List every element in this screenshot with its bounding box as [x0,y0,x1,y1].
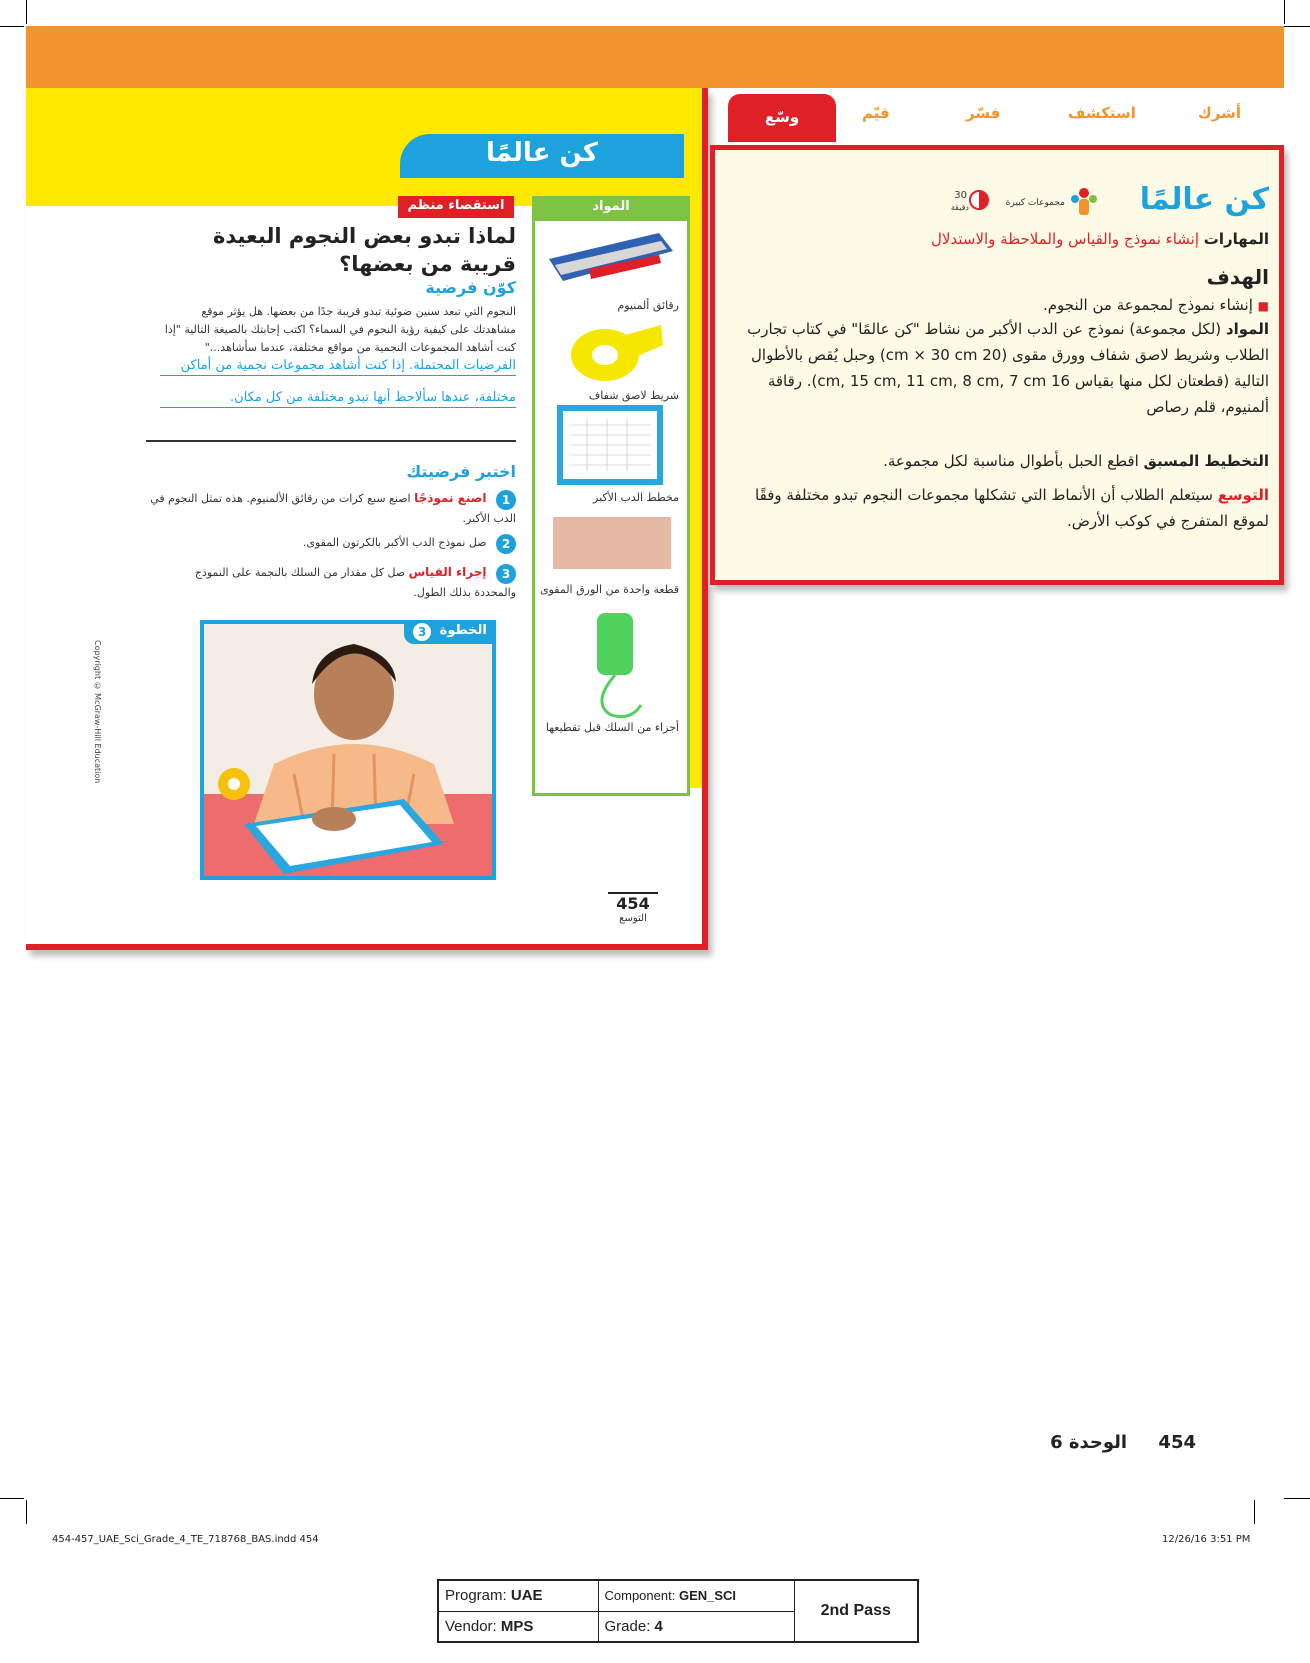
student-banner-title: كن عالمًا [400,134,684,178]
program-cell [438,1580,598,1611]
objective-heading: الهدف [1206,265,1269,289]
hypothesis-body: النجوم التي تبعد سنين ضوئية تبدو قريبة جدًا من بعضها. هل يؤثر موقع مشاهدتك على كيفية رؤية النجوم في السماء؟ اكتب إجابتك بالصيغة التالية "إذا كنت أشاهد المجموعات النجمية من مواقع مختلفة، عندما سأشاهد..." [164,305,516,354]
objective-text: إنشاء نموذج لمجموعة من النجوم. [1042,296,1253,314]
time-unit: دقيقة [950,203,969,212]
cardboard-image [553,517,671,569]
component-cell [598,1580,794,1611]
vendor-cell [438,1611,598,1642]
tape-image [565,315,665,385]
copyright-credit: Copyright © McGraw-Hill Education [93,640,102,784]
crop-mark [1254,1500,1255,1524]
crop-mark [1284,1498,1310,1499]
program-value: UAE [510,1587,543,1605]
teacher-page [710,145,1284,585]
grade-value: 4 [654,1617,663,1635]
bullet-square-icon: ■ [1257,299,1269,313]
program-label: Program: [445,1587,507,1605]
student-photo-illustration [204,624,492,876]
step-text: اصنع سبع كرات من رقائق الألمنيوم. هذه تمثل النجوم في الدب الأكبر. [150,492,516,525]
advance-planning-line [729,448,1269,474]
step-item [150,534,516,554]
hypothesis-heading: كوّن فرضية [425,278,516,297]
step-badge-number: 3 [413,623,431,641]
answer-line: الفرضيات المحتملة. إذا كنت أشاهد مجموعات نجمية من أماكن [160,358,516,376]
skills-text: إنشاء نموذج والقياس والملاحظة والاستدلال [931,230,1199,248]
group-icon [1069,186,1099,218]
step-number: 2 [496,534,516,554]
slug-date: 12/26/16 3:51 PM [1162,1534,1251,1545]
chart-image [557,405,663,485]
skills-label: المهارات [1203,230,1269,248]
pass-cell: 2nd Pass [794,1580,918,1642]
step-text: صل كل مقدار من السلك بالنجمة على النموذج والمحددة بذلك الطول. [194,566,516,599]
materials-header: المواد [535,199,687,221]
string-image [571,613,661,723]
materials-item: مخطط الدب الأكبر [593,491,679,504]
component-value: GEN_SCI [678,1588,737,1604]
production-info-table [437,1579,919,1643]
materials-item: رقائق ألمنيوم [617,299,679,312]
step-badge-label: الخطوة [439,623,487,638]
extend-label: التوسع [1217,486,1269,504]
materials-text: (لكل مجموعة) نموذج عن الدب الأكبر من نشاط "كن عالمًا" في كتاب تجارب الطلاب وشريط لاصق شفاف وورق مقوى (20 cm × 30 cm) وحبل يُقص بالأطوال التالية (قطعتان لكل منها بقياس 16 cm, 15 cm, 11 cm, 8 cm, 7 cm). رقاقة ألمنيوم، قلم رصاص [747,320,1269,416]
materials-label: المواد [1225,320,1269,338]
step-number: 3 [496,564,516,584]
objective-line [729,292,1269,319]
time-value: 30 [954,190,967,201]
lesson-tabs [728,94,1284,138]
student-page-number: 454 [608,892,658,913]
crop-mark [0,26,24,27]
materials-item: شريط لاصق شفاف [588,389,679,402]
clock-icon [969,190,989,210]
materials-box [532,196,690,796]
crop-mark [26,1500,27,1524]
extend-paragraph [729,482,1269,534]
tab-expand[interactable]: وسّع [728,94,836,142]
tab-engage[interactable]: أشرك [1198,104,1241,122]
extend-text: سيتعلم الطلاب أن الأنماط التي تشكلها مجموعات النجوم تبدو مختلفة وفقًا لموقع المتفرج في كوكب الأرض. [755,486,1269,530]
advance-label: التخطيط المسبق [1143,452,1269,470]
tab-explore[interactable]: استكشف [1068,104,1136,122]
skills-line [729,226,1269,252]
bottom-unit-label: الوحدة 6 [1050,1432,1128,1453]
bottom-page-number: 454 [1158,1432,1196,1453]
grade-cell [598,1611,794,1642]
groups-label: مجموعات كبيرة [1005,198,1065,208]
top-orange-bar [26,26,1284,88]
step-item [150,564,516,601]
student-page-sub: التوسع [619,913,647,924]
tab-evaluate[interactable]: قيّم [862,104,890,122]
step-action: اصنع نموذجًا [414,491,487,505]
step-action: إجراء القياس [408,565,487,579]
tab-explain[interactable]: فسّر [966,104,1001,122]
step-badge [404,620,496,644]
answer-divider [146,440,516,442]
crop-mark [1284,26,1310,27]
materials-paragraph [729,316,1269,420]
test-heading: اختبر فرضيتك [406,462,516,481]
crop-mark [26,0,27,24]
question-title: لماذا تبدو بعض النجوم البعيدة قريبة من بعضها؟ [212,224,516,276]
grade-label: Grade: [604,1617,651,1635]
component-label: Component: [604,1588,676,1604]
vendor-label: Vendor: [445,1617,497,1635]
teacher-title: كن عالمًا [1139,182,1269,217]
student-photo [200,620,496,880]
step-text: صل نموذج الدب الأكبر بالكرتون المقوى. [302,536,487,549]
step-number: 1 [496,490,516,510]
advance-text: اقطع الحبل بأطوال مناسبة لكل مجموعة. [883,452,1139,470]
inquiry-badge: استقصاء منظم [398,196,514,218]
crop-mark [0,1498,24,1499]
answer-line: مختلفة، عندها سألاحظ أنها تبدو مختلفة من كل مكان. [160,390,516,408]
slug-filename: 454-457_UAE_Sci_Grade_4_TE_718768_BAS.indd 454 [52,1534,319,1545]
foil-box-image [549,229,673,289]
materials-item: أجزاء من السلك قبل تقطيعها [545,721,679,734]
step-item [150,490,516,527]
crop-mark [1284,0,1285,24]
bottom-page-footer [1000,1432,1196,1453]
materials-item: قطعة واحدة من الورق المقوى [539,583,679,596]
vendor-value: MPS [500,1617,534,1635]
